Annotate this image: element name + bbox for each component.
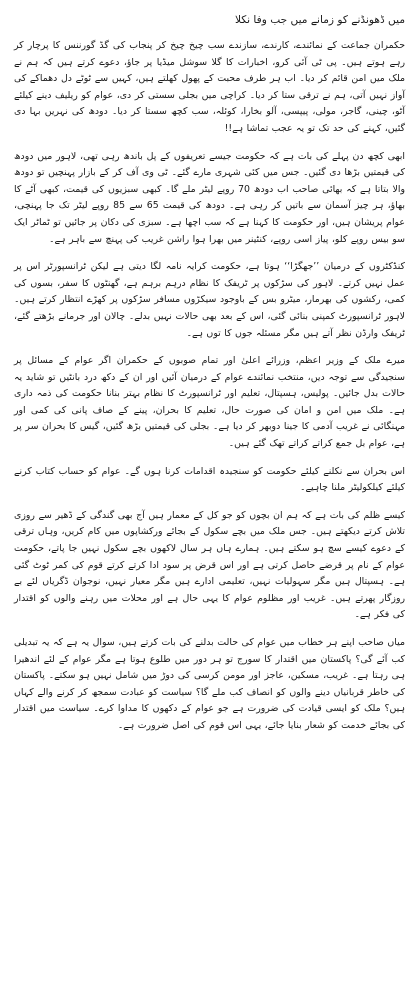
article-title: میں ڈھونڈنے کو زمانے میں جب وفا نکلا (234, 14, 405, 26)
article-paragraph-2: ابھی کچھ دن پہلے کی بات ہے کہ حکومت جیسے تعریفوں کے پل باندھ رہی تھی، لاہور میں دودھ کی قیمتیں بڑھا دی گئیں۔ جس میں کئی شہری مارے گئے۔ ٹی وی آف کر کے بازار پہنچیں تو دودھ والا بتاتا ہے کہ بھائی صاحب اب دودھ 70 روپے لیٹر ملے گا۔ کبھی سبزیوں کی قیمت، کبھی آٹے کا بھاؤ، ہر چیز آسمان سے باتیں کر رہی ہے۔ دودھ کی قیمت 65 سے 85 روپے لیٹر تک جا پہنچی، عوام پریشان ہیں، اور حکومت کا کہنا ہے کہ سب اچھا ہے۔ سبزی کی دکان پر جائیں تو ٹماٹر ایک سو بیس روپے کلو، پیاز اسی روپے، کنٹینر میں بھرا ہوا راشن غریب کی پہنچ سے باہر ہے۔ (14, 150, 406, 245)
article-paragraph-3: کنڈکٹروں کے درمیان ’’جھگڑا‘‘ ہوتا ہے، حکومت کرایہ نامہ لگا دیتی ہے لیکن ٹرانسپورٹر اس پر عمل نہیں کرتے۔ لاہور کی سڑکوں پر ٹریفک کا نظام درہم برہم ہے، گھنٹوں کا سفر، بسوں کی کمی، رکشوں کی بھرمار، میٹرو بس کے باوجود سیکڑوں مسافر سڑکوں پر کھڑے انتظار کرتے ہیں۔ لاہور ٹرانسپورٹ کمپنی بنائی گئی، اس کے بعد بھی حالات نہیں بدلے۔ چالان اور جرمانے بڑھتے گئے، ٹریفک وارڈن نظر آتے ہیں مگر مسئلہ جوں کا توں ہے۔ (14, 261, 405, 339)
article-paragraph-5: اس بحران سے نکلنے کیلئے حکومت کو سنجیدہ اقدامات کرنا ہوں گے۔ عوام کو حساب کتاب کرنے کیلئے کیلکولیٹر ملنا چاہیے۔ (14, 465, 405, 494)
article-paragraph-1: حکمران جماعت کے نمائندے، کارندے، سازندے سب چیخ چیخ کر پنجاب کی گڈ گورننس کا پرچار کر رہے ہوتے ہیں۔ پی ٹی آئی کرو، اخبارات کا گلا سوشل میڈیا پر جاؤ، دعوے کرتے ہیں کہ ہم نے ملک میں امن قائم کر دیا۔ اب ہر طرف محبت کے پھول کھلتے ہیں، کہیں سے ٹوٹے دل دھماکے کی آواز نہیں آتی، ہم نے ترقی ستا کر دیا۔ کراچی میں بجلی سستی کر دی، عوام کو ریلیف دینے کیلئے آٹو، چینی، گاجر، مولی، پیپسی، آلو بخارا، کوئلہ، سب کچھ سستا کر دیا۔ دودھ کی نہریں بہا دی گئیں، کہنے کی حد تک تو یہ عجب تماشا ہے!! (14, 40, 405, 134)
article-paragraph-6: کیسے ظلم کی بات ہے کہ ہم ان بچوں کو جو کل کے معمار ہیں آج بھی گندگی کے ڈھیر سے روزی تلاش کرتے دیکھتے ہیں۔ جس ملک میں بچے سکول کے بجائے ورکشاپوں میں کام کریں، وہاں ترقی کے دعوے کیسے سچ ہو سکتے ہیں۔ ہمارے ہاں ہر سال لاکھوں بچے سکول نہیں جا پاتے، حکومت عوام کے نام پر قرضے حاصل کرتی ہے اور اس قرض پر سود ادا کرتے کرتے قوم کی کمر ٹوٹ گئی ہے۔ ہسپتال ہیں مگر سہولیات نہیں، تعلیمی ادارے ہیں مگر معیار نہیں، نوجوان ڈگریاں لئے بے روزگار پھرتے ہیں۔ غریب اور مظلوم عوام کا یہی حال ہے اور محلات میں رہنے والوں کو اقتدار کی فکر ہے۔ (14, 509, 405, 621)
article-paragraph-7: میاں صاحب اپنے ہر خطاب میں عوام کی حالت بدلنے کی بات کرتے ہیں، سوال یہ ہے کہ یہ تبدیلی کب آئے گی؟ پاکستان میں اقتدار کا سورج تو ہر دور میں طلوع ہوتا ہے مگر عوام کے لئے اندھیرا ہی رہتا ہے۔ غریب، مسکین، عاجز اور مومن کرسی کی دوڑ میں شامل نہیں ہو سکتے۔ پاکستان کی خاطر قربانیاں دینے والوں کو انصاف کب ملے گا؟ سیاست کو عبادت سمجھ کر کرنے والے کہاں ہیں؟ ملک کو ایسی قیادت کی ضرورت ہے جو عوام کے دکھوں کا مداوا کرے۔ سیاست میں اقتدار کی بجائے خدمت کو شعار بنایا جائے، یہی اس قوم کی اصل ضرورت ہے۔ (14, 637, 405, 731)
article-paragraph-4: میرے ملک کے وزیر اعظم، وزرائے اعلیٰ اور تمام صوبوں کے حکمران اگر عوام کے مسائل پر سنجیدگی سے توجہ دیں، منتخب نمائندے عوام کے درمیان آئیں اور ان کے دکھ درد بانٹیں تو شاید یہ حالات بدل جائیں۔ پولیس، ہسپتال، تعلیم اور ٹرانسپورٹ کا نظام بہتر بنانا حکومت کی ذمہ داری ہے۔ ملک میں امن و امان کی صورت حال، تعلیم کا بحران، پینے کے صاف پانی کی کمی اور مہنگائی نے غریب آدمی کا جینا دوبھر کر دیا ہے۔ بجلی کی قیمتیں بڑھ گئیں، گیس کا بحران سر پر ہے، عوام بل جمع کراتے کراتے تھک گئے ہیں۔ (14, 355, 405, 450)
